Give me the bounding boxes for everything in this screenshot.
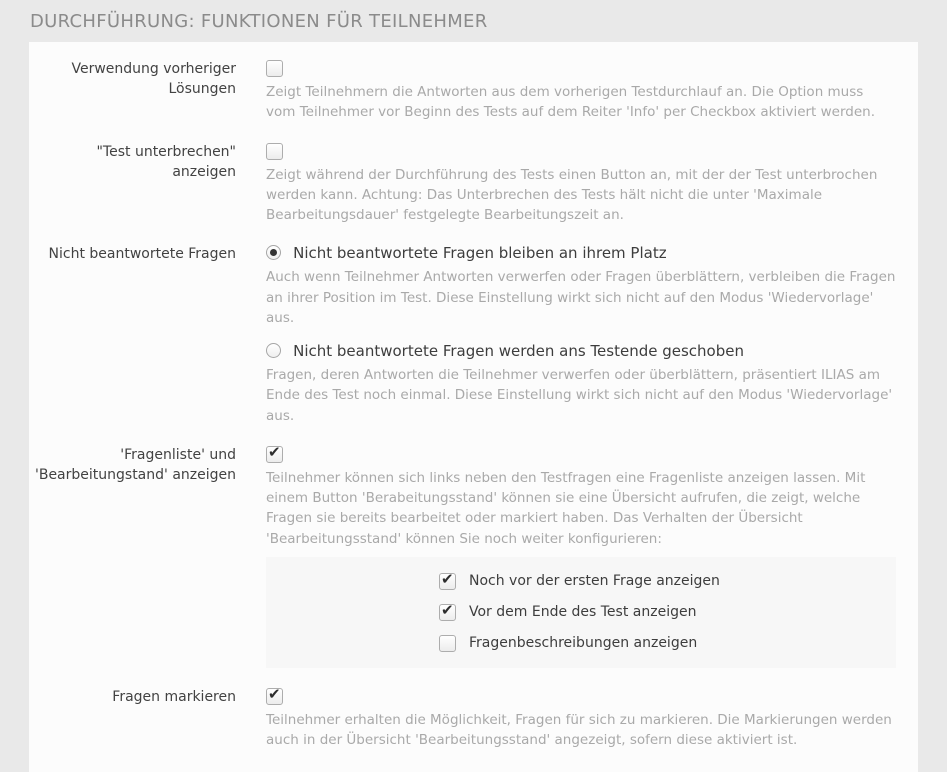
suboption-label[interactable]: Fragenbeschreibungen anzeigen [469,635,698,652]
unanswered-questions-radio-group [266,243,918,426]
field-control [266,141,918,226]
radio-selected-dot-icon [270,249,277,256]
suboption-label[interactable]: Noch vor der ersten Frage anzeigen [469,573,720,590]
moved-to-end-radio[interactable] [266,343,281,358]
field-label: "Test unterbrechen" anzeigen [96,143,236,180]
use-previous-solutions-checkbox[interactable] [266,60,283,77]
suboption-show-before-first-question [439,566,896,597]
field-description: Zeigt während der Durchführung des Tests einen Button an, mit der der Test unterbrochen werden kann. Achtung: Das Unterbrechen des Tests hält nicht die unter 'Maximale Bearbeitungsdauer' festgelegte Bearbeitungszeit an. [266,166,878,223]
check-icon: ✔ [441,569,454,588]
field-label: Fragen markieren [112,688,236,705]
check-icon: ✔ [268,442,281,461]
stay-in-place-radio[interactable] [266,245,281,260]
form-panel [29,42,918,772]
radio-option-label[interactable]: Nicht beantwortete Fragen werden ans Testende geschoben [293,342,744,360]
radio-option-label[interactable]: Nicht beantwortete Fragen bleiben an ihrem Platz [293,244,667,263]
show-before-test-end-checkbox[interactable] [439,600,456,621]
mark-questions-checkbox[interactable] [266,684,283,705]
field-label: Nicht beantwortete Fragen [48,246,236,263]
field-description: Teilnehmer erhalten die Möglichkeit, Fragen für sich zu markieren. Die Markierungen werden auch in der Übersicht 'Bearbeitungsstand' angezeigt, sofern diese aktiviert ist. [266,711,892,748]
question-list-suboptions-panel [266,557,896,668]
suboption-label[interactable]: Vor dem Ende des Test anzeigen [469,604,697,621]
row-use-previous-solutions [29,58,918,123]
radio-option-stay-in-place [266,243,896,328]
field-label: 'Fragenliste' und 'Bearbeitungstand' anzeigen [34,446,236,484]
page-title: DURCHFÜHRUNG: FUNKTIONEN FÜR TEILNEHMER [30,11,488,32]
field-control [266,58,918,123]
row-mark-questions [29,686,918,751]
question-list-checkbox[interactable] [266,442,283,463]
show-before-first-question-checkbox[interactable] [439,569,456,590]
row-show-suspend-test [29,141,918,226]
field-control [266,686,918,751]
field-description: Teilnehmer können sich links neben den Testfragen eine Fragenliste anzeigen lassen. Mit einem Button 'Berabeitungsstand' können sie eine Übersicht aufrufen, die zeigt, welche Fragen sie bereits bearbeitet oder markiert haben. Das Verhalten der Übersicht 'Bearbeitungsstand' können Sie noch weiter konfigurieren: [266,469,866,547]
check-icon: ✔ [441,600,454,619]
show-suspend-test-checkbox[interactable] [266,143,283,160]
row-question-list-working-status [29,444,918,668]
radio-option-moved-to-end [266,341,896,426]
radio-option-description: Fragen, deren Antworten die Teilnehmer verwerfen oder überblättern, präsentiert ILIAS am Ende des Test noch einmal. Diese Einstellung wirkt sich nicht auf den Modus 'Wiedervorlage' aus. [266,367,893,424]
field-description: Zeigt Teilnehmern die Antworten aus dem vorherigen Testdurchlauf an. Die Option muss vom Teilnehmer vor Beginn des Tests auf dem Reiter 'Info' per Checkbox aktiviert werden. [266,84,876,121]
check-icon: ✔ [268,684,281,703]
suboption-show-question-descriptions [439,628,896,659]
row-unanswered-questions [29,243,918,426]
field-control [266,444,918,668]
suboption-show-before-test-end [439,597,896,628]
field-label: Verwendung vorheriger Lösungen [71,61,236,98]
show-question-descriptions-checkbox[interactable] [439,635,456,652]
radio-option-description: Auch wenn Teilnehmer Antworten verwerfen oder Fragen überblättern, verbleiben die Fragen an ihrer Position im Test. Diese Einstellung wirkt sich nicht auf den Modus 'Wiedervorlage' aus. [266,269,896,326]
